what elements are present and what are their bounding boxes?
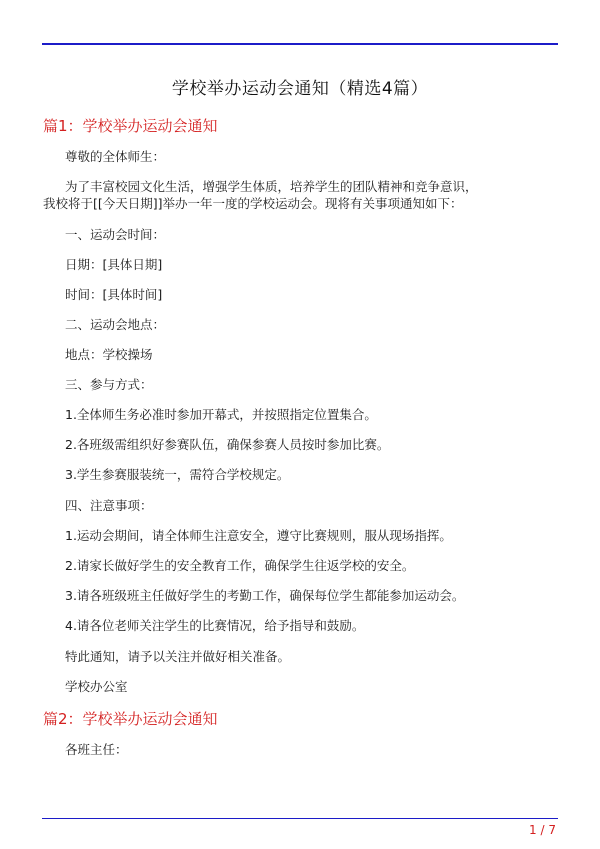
participation-item-1: 1.全体师生务必准时参加开幕式，并按照指定位置集合。 xyxy=(65,407,377,422)
article2-greeting: 各班主任： xyxy=(65,742,128,757)
participation-item-2: 2.各班级需组织好参赛队伍，确保参赛人员按时参加比赛。 xyxy=(65,437,390,452)
time-heading: 一、运动会时间： xyxy=(65,227,166,242)
participation-item-3: 3.学生参赛服装统一，需符合学校规定。 xyxy=(65,467,290,482)
document-title: 学校举办运动会通知（精选4篇） xyxy=(171,79,429,99)
article1-greeting: 尊敬的全体师生： xyxy=(65,149,166,164)
place-line: 地点：学校操场 xyxy=(65,347,153,362)
note-item-4: 4.请各位老师关注学生的比赛情况，给予指导和鼓励。 xyxy=(65,618,365,633)
article1-intro-line1: 为了丰富校园文化生活，增强学生体质，培养学生的团队精神和竞争意识， xyxy=(65,179,478,194)
closing-line: 特此通知，请予以关注并做好相关准备。 xyxy=(65,649,291,664)
note-item-3: 3.请各班级班主任做好学生的考勤工作，确保每位学生都能参加运动会。 xyxy=(65,588,465,603)
note-item-2: 2.请家长做好学生的安全教育工作，确保学生往返学校的安全。 xyxy=(65,558,415,573)
article2-heading: 篇2：学校举办运动会通知 xyxy=(43,710,218,728)
participation-heading: 三、参与方式： xyxy=(65,377,153,392)
header-rule xyxy=(42,43,558,45)
signature: 学校办公室 xyxy=(65,679,128,694)
time-line: 时间：[具体时间] xyxy=(65,287,163,302)
footer-rule xyxy=(42,818,558,819)
article1-intro-line2: 我校将于[[今天日期]]举办一年一度的学校运动会。现将有关事项通知如下： xyxy=(43,196,463,211)
note-item-1: 1.运动会期间，请全体师生注意安全，遵守比赛规则，服从现场指挥。 xyxy=(65,528,452,543)
article1-heading: 篇1：学校举办运动会通知 xyxy=(43,117,218,135)
page-number: 1 / 7 xyxy=(529,823,556,837)
place-heading: 二、运动会地点： xyxy=(65,317,166,332)
notes-heading: 四、注意事项： xyxy=(65,498,153,513)
date-line: 日期：[具体日期] xyxy=(65,257,163,272)
